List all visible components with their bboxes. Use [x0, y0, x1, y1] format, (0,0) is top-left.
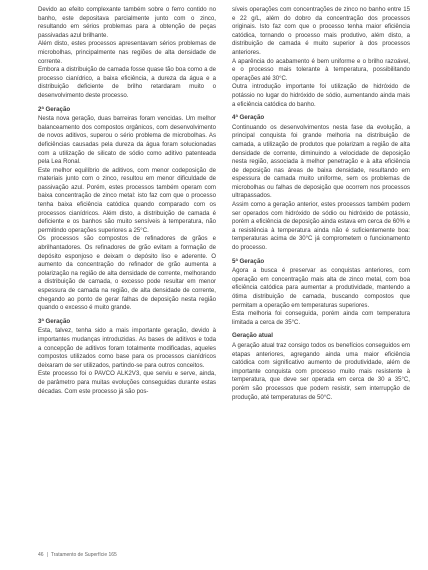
paragraph: Esta, talvez, tenha sido a mais importante geração, devido à importantes mudanças introduzidas. As bases de aditivos e toda a concepção de aditivos foram totalmente modificadas, aqueles compostos utilizados como base para os processos cianídricos deixaram de ser utilizados, partindo-se para outros conceitos.	[38, 327, 216, 369]
paragraph: A aparência do acabamento é bem uniforme e o brilho razoável, e o processo mais tolerante à temperatura, possibilitando operações até 30°C.	[232, 57, 410, 82]
paragraph: Continuando os desenvolvimentos nesta fase da evolução, a principal conquista foi grande melhoria na distribuição de camada, a utilização de produtos que polarizam a região de alta densidade de corrente, diminuindo a velocidade de deposição nesta região, associada à melhor penetração e à alta eficiência de deposição nas áreas de baixa densidade, resultando em espessura de camada muito uniforme, sem os problemas de microbolhas ou falhas de deposição que ocorrem nos processos ultrapassados.	[232, 123, 410, 200]
paragraph: Agora a busca é preservar as conquistas anteriores, com operação em concentração mais alta de zinco metal, com boa eficiência catódica para aumentar a produtividade, mantendo a ótima distribuição de camada, buscando compostos que permitam a operação em temperaturas superiores.	[232, 267, 410, 309]
paragraph: Devido ao efeito complexante também sobre o ferro contido no banho, este depositava parcialmente junto com o zinco, resultando em sérios problemas para a obtenção de peças passivadas azul brilhante.	[38, 6, 216, 39]
paragraph: síveis operações com concentrações de zinco no banho entre 15 e 22 g/L, além do dobro da concentração dos processos originais. Isto faz com que o processo tenha maior eficiência catódica, tornando o processo mais produtivo, além disto, a distribuição de camada é muito superior à dos processos anteriores.	[232, 6, 410, 56]
paragraph: Além disto, estes processos apresentavam sérios problemas de microbolhas, principalmente nas regiões de alta densidade de corrente.	[38, 40, 216, 65]
paragraph: Este melhor equilíbrio de aditivos, com menor codeposição de materiais junto com o zinco, resultou em menor dificuldade de passivação azul. Porém, estes processos também operam com baixa concentração de zinco metal: isto faz com que o processo tenha baixa eficiência catódica quando comparado com os processos cianídricos. Além disto, a distribuição de camada é deficiente e os banhos são muito sensíveis à temperatura, não permitindo operações superiores a 25°C.	[38, 166, 216, 234]
section-heading-5th-generation: 5ª Geração	[232, 257, 265, 265]
section-heading-2nd-generation: 2ª Geração	[38, 105, 71, 113]
paragraph: Este processo foi o PAVCO ALK2V3, que serviu e serve, ainda, de parâmetro para muitas evoluções conseguidas durante estas décadas. Com este processo já são pos-	[38, 370, 216, 395]
paragraph: Outra introdução importante foi utilização de hidróxido de potássio no lugar do hidróxido de sódio, aumentando ainda mais a eficiência catódica do banho.	[232, 83, 410, 108]
section-heading-4th-generation: 4ª Geração	[232, 114, 265, 122]
left-column	[38, 6, 216, 396]
paragraph: Embora a distribuição de camada fosse quase tão boa como a de processo cianídrico, a baixa eficiência, a dureza da água e a distribuição deficiente de brilho retardaram muito o desenvolvimento deste processo.	[38, 66, 216, 99]
page-number: 46	[38, 552, 44, 558]
paragraph: Os processos são compostos de refinadores de grãos e abrilhantadores. Os refinadores de grão evitam a formação de depósito esponjoso e deixam o depósito liso e aderente. O aumento da concentração do refinador de grão aumenta a polarização na região de alta densidade de corrente, melhorando a distribuição de camada, o excesso pode resultar em menor espessura de camada na região, de alta densidade de corrente, chegando ao ponto de gerar falhas de deposição nesta região quando o excesso é muito grande.	[38, 235, 216, 312]
page-footer	[38, 552, 117, 558]
section-heading-3rd-generation: 3ª Geração	[38, 317, 71, 325]
paragraph: Assim como a geração anterior, estes processos também podem ser operados com hidróxido de sódio ou hidróxido de potássio, porém a eficiência de deposição ainda estava em cerca de 60% e a resistência à temperatura ainda não é suficientemente boa: temperaturas acima de 30°C já comprometem o funcionamento do processo.	[232, 201, 410, 252]
publication-name: Tratamento de Superfície 165	[50, 552, 117, 558]
paragraph: Esta melhoria foi conseguida, porém ainda com temperatura limitada a cerca de 35°C.	[232, 310, 410, 326]
paragraph: A geração atual traz consigo todos os benefícios conseguidos em etapas anteriores, agregando ainda uma maior eficiência catódica com significativo aumento de produtividade, além de importante conquista com processo muito mais resistente à temperatura, que deve ser operada em cerca de 30 a 35°C, porém são processos que podem resistir, sem interrupção de produção, até temperaturas de 50°C.	[232, 341, 410, 401]
paragraph: Nesta nova geração, duas barreiras foram vencidas. Um melhor balanceamento dos compostos orgânicos, com desenvolvimento de novos aditivos, superou o sério problema de microbolhas. As deficiências causadas pela dureza da água foram solucionadas com a utilização de silicato de sódio como aditivo patenteada pela Lea Ronal.	[38, 115, 216, 166]
section-heading-current-generation: Geração atual	[232, 332, 273, 340]
right-column	[232, 6, 410, 402]
footer-separator: |	[46, 552, 48, 558]
